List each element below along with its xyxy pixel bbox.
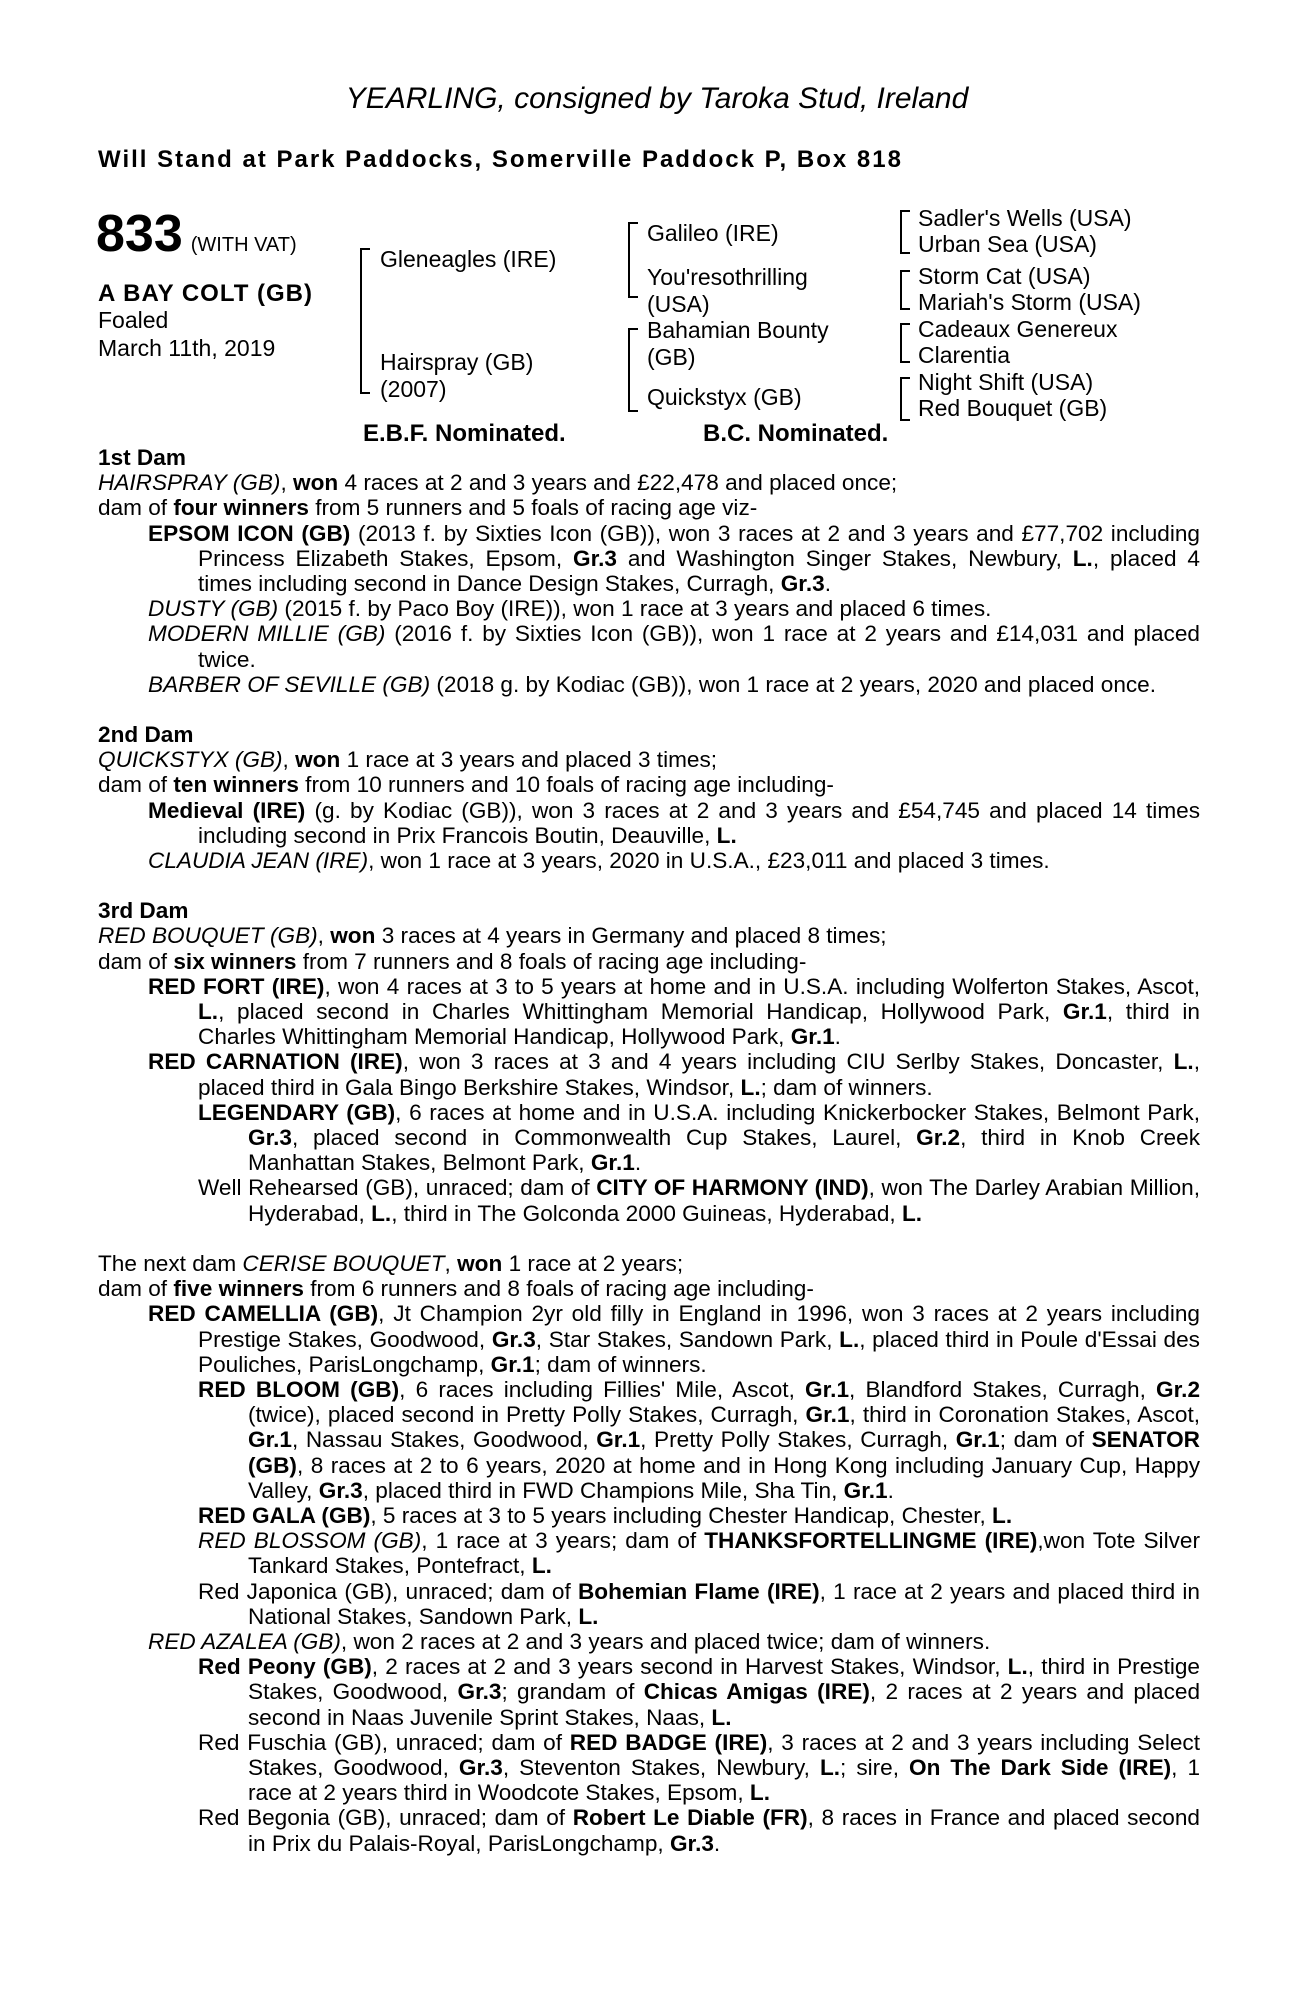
next-dam-produce: dam of five winners from 6 runners and 8 foals of racing age including- [98, 1276, 814, 1302]
foaled-date: March 11th, 2019 [98, 335, 276, 361]
produce-red-blossom: RED BLOSSOM (GB), 1 race at 3 years; dam of THANKSFORTELLINGME (IRE),won Tote Silver Tankard Stakes, Pontefract, L. [198, 1528, 1200, 1579]
dam2-record: QUICKSTYX (GB), won 1 race at 3 years and placed 3 times; [98, 747, 718, 773]
dam3-produce: dam of six winners from 7 runners and 8 foals of racing age including- [98, 948, 807, 974]
produce-red-camellia: RED CAMELLIA (GB), Jt Champion 2yr old filly in England in 1996, won 3 races at 2 years including Prestige Stakes, Goodwood, Gr.3, Star Stakes, Sandown Park, L., placed third in Poule d'Essai des Pouliches, ParisLongchamp, Gr.1; dam of winners. [148, 1301, 1200, 1377]
dam3-heading: 3rd Dam [98, 898, 189, 924]
produce-red-gala: RED GALA (GB), 5 races at 3 to 5 years including Chester Handicap, Chester, L. [198, 1502, 1013, 1528]
produce-red-japonica: Red Japonica (GB), unraced; dam of Bohemian Flame (IRE), 1 race at 2 years and placed third in National Stakes, Sandown Park, L. [198, 1578, 1200, 1629]
dam3-record: RED BOUQUET (GB), won 3 races at 4 years in Germany and placed 8 times; [98, 923, 887, 949]
produce-red-carnation: RED CARNATION (IRE), won 3 races at 3 and 4 years including CIU Serlby Stakes, Doncaster, L., placed third in Gala Bingo Berkshire Stakes, Windsor, L.; dam of winners. [148, 1049, 1200, 1100]
produce-red-fuschia: Red Fuschia (GB), unraced; dam of RED BADGE (IRE), 3 races at 2 and 3 years including Select Stakes, Goodwood, Gr.3, Steventon Stakes, Newbury, L.; sire, On The Dark Side (IRE), 1 race at 2 years third in Woodcote Stakes, Epsom, L. [198, 1729, 1201, 1806]
lot-number [96, 205, 297, 263]
produce-barber-of-seville: BARBER OF SEVILLE (GB) (2018 g. by Kodiac (GB)), won 1 race at 2 years, 2020 and placed once. [148, 671, 1157, 697]
dam2-heading: 2nd Dam [98, 722, 194, 748]
dam2-produce: dam of ten winners from 10 runners and 10 foals of racing age including- [98, 772, 834, 798]
produce-modern-millie: MODERN MILLIE (GB) (2016 f. by Sixties Icon (GB)), won 1 race at 2 years and £14,031 and placed twice. [148, 621, 1200, 672]
header-title: YEARLING, consigned by Taroka Stud, Ireland [345, 82, 969, 115]
next-dam-record: The next dam CERISE BOUQUET, won 1 race at 2 years; [98, 1250, 684, 1276]
stand-location: Will Stand at Park Paddocks, Somerville Paddock P, Box 818 [98, 146, 903, 173]
ebf-nominated: E.B.F. Nominated. [363, 420, 566, 447]
pedigree-bracket [628, 222, 638, 298]
pedigree-dam: Hairspray (GB) [380, 349, 534, 375]
pedigree-sire: Gleneagles (IRE) [380, 246, 557, 272]
dam1-produce: dam of four winners from 5 runners and 5 foals of racing age viz- [98, 495, 758, 521]
pedigree-bracket [900, 323, 910, 363]
produce-claudia-jean: CLAUDIA JEAN (IRE), won 1 race at 3 years, 2020 in U.S.A., £23,011 and placed 3 times. [148, 848, 1050, 874]
lot-number-value: 833 [96, 205, 183, 263]
pedigree-sire-dam: You'resothrilling (USA) [647, 264, 808, 317]
pedigree-dam-year: (2007) [380, 376, 447, 402]
produce-medieval: Medieval (IRE) (g. by Kodiac (GB)), won 3 races at 2 and 3 years and £54,745 and placed 14 times including second in Prix Francois Boutin, Deauville, L. [148, 797, 1201, 848]
produce-legendary: LEGENDARY (GB), 6 races at home and in U.S.A. including Knickerbocker Stakes, Belmont Park, Gr.3, placed second in Commonwealth Cup Stakes, Laurel, Gr.2, third in Knob Creek Manhattan Stakes, Belmont Park, Gr.1. [198, 1099, 1200, 1176]
pedigree-bracket [900, 270, 910, 310]
pedigree-g6: Clarentia [918, 342, 1011, 368]
pedigree-bracket [628, 328, 638, 412]
pedigree-bracket [360, 248, 370, 394]
pedigree-bracket [900, 377, 910, 421]
bc-nominated: B.C. Nominated. [703, 420, 889, 447]
produce-red-begonia: Red Begonia (GB), unraced; dam of Robert Le Diable (FR), 8 races in France and placed second in Prix du Palais-Royal, ParisLongchamp, Gr.3. [198, 1805, 1200, 1856]
produce-epsom-icon: EPSOM ICON (GB) (2013 f. by Sixties Icon (GB)), won 3 races at 2 and 3 years and £77,702 including Princess Elizabeth Stakes, Epsom, Gr.3 and Washington Singer Stakes, Newbury, L., placed 4 times including second in Dance Design Stakes, Curragh, Gr.3. [148, 520, 1200, 597]
produce-dusty: DUSTY (GB) (2015 f. by Paco Boy (IRE)), won 1 race at 3 years and placed 6 times. [148, 596, 992, 622]
pedigree-g3: Storm Cat (USA) [918, 263, 1091, 289]
produce-red-peony: Red Peony (GB), 2 races at 2 and 3 years second in Harvest Stakes, Windsor, L., third in Prestige Stakes, Goodwood, Gr.3; grandam of Chicas Amigas (IRE), 2 races at 2 years and placed second in Naas Juvenile Sprint Stakes, Naas, L. [198, 1654, 1201, 1730]
pedigree-g1: Sadler's Wells (USA) [918, 205, 1132, 231]
foaled-info [98, 306, 338, 362]
pedigree-bracket [900, 210, 910, 254]
produce-red-azalea: RED AZALEA (GB), won 2 races at 2 and 3 years and placed twice; dam of winners. [148, 1628, 991, 1654]
pedigree-sire-sire: Galileo (IRE) [647, 220, 779, 246]
pedigree-g7: Night Shift (USA) [918, 369, 1094, 395]
pedigree-g5: Cadeaux Genereux [918, 316, 1118, 342]
dam1-heading: 1st Dam [98, 445, 186, 470]
pedigree-g2: Urban Sea (USA) [918, 231, 1097, 257]
produce-red-fort: RED FORT (IRE), won 4 races at 3 to 5 years at home and in U.S.A. including Wolferton Stakes, Ascot, L., placed second in Charles Whittingham Memorial Handicap, Hollywood Park, Gr.1, third in Charles Whittingham Memorial Handicap, Hollywood Park, Gr.1. [148, 973, 1200, 1050]
dam1-record: HAIRSPRAY (GB), won 4 races at 2 and 3 years and £22,478 and placed once; [98, 470, 898, 496]
catalogue-body [98, 445, 1200, 1856]
vat-label: (WITH VAT) [190, 234, 297, 256]
pedigree-dam-dam: Quickstyx (GB) [647, 384, 802, 410]
pedigree-dam-sire: Bahamian Bounty (GB) [647, 317, 829, 370]
pedigree-g4: Mariah's Storm (USA) [918, 289, 1141, 315]
produce-red-bloom: RED BLOOM (GB), 6 races including Fillies' Mile, Ascot, Gr.1, Blandford Stakes, Curragh, Gr.2 (twice), placed second in Pretty Polly Stakes, Curragh, Gr.1, third in Coronation Stakes, Ascot, Gr.1, Nassau Stakes, Goodwood, Gr.1, Pretty Polly Stakes, Curragh, Gr.1; dam of SENATOR (GB), 8 races at 2 to 6 years, 2020 at home and in Hong Kong including January Cup, Happy Valley, Gr.3, placed third in FWD Champions Mile, Sha Tin, Gr.1. [198, 1376, 1201, 1503]
horse-description: A BAY COLT (GB) [98, 280, 314, 307]
produce-well-rehearsed: Well Rehearsed (GB), unraced; dam of CITY OF HARMONY (IND), won The Darley Arabian Million, Hyderabad, L., third in The Golconda 2000 Guineas, Hyderabad, L. [198, 1175, 1201, 1226]
foaled-label: Foaled [98, 307, 169, 333]
pedigree-g8: Red Bouquet (GB) [918, 395, 1108, 421]
